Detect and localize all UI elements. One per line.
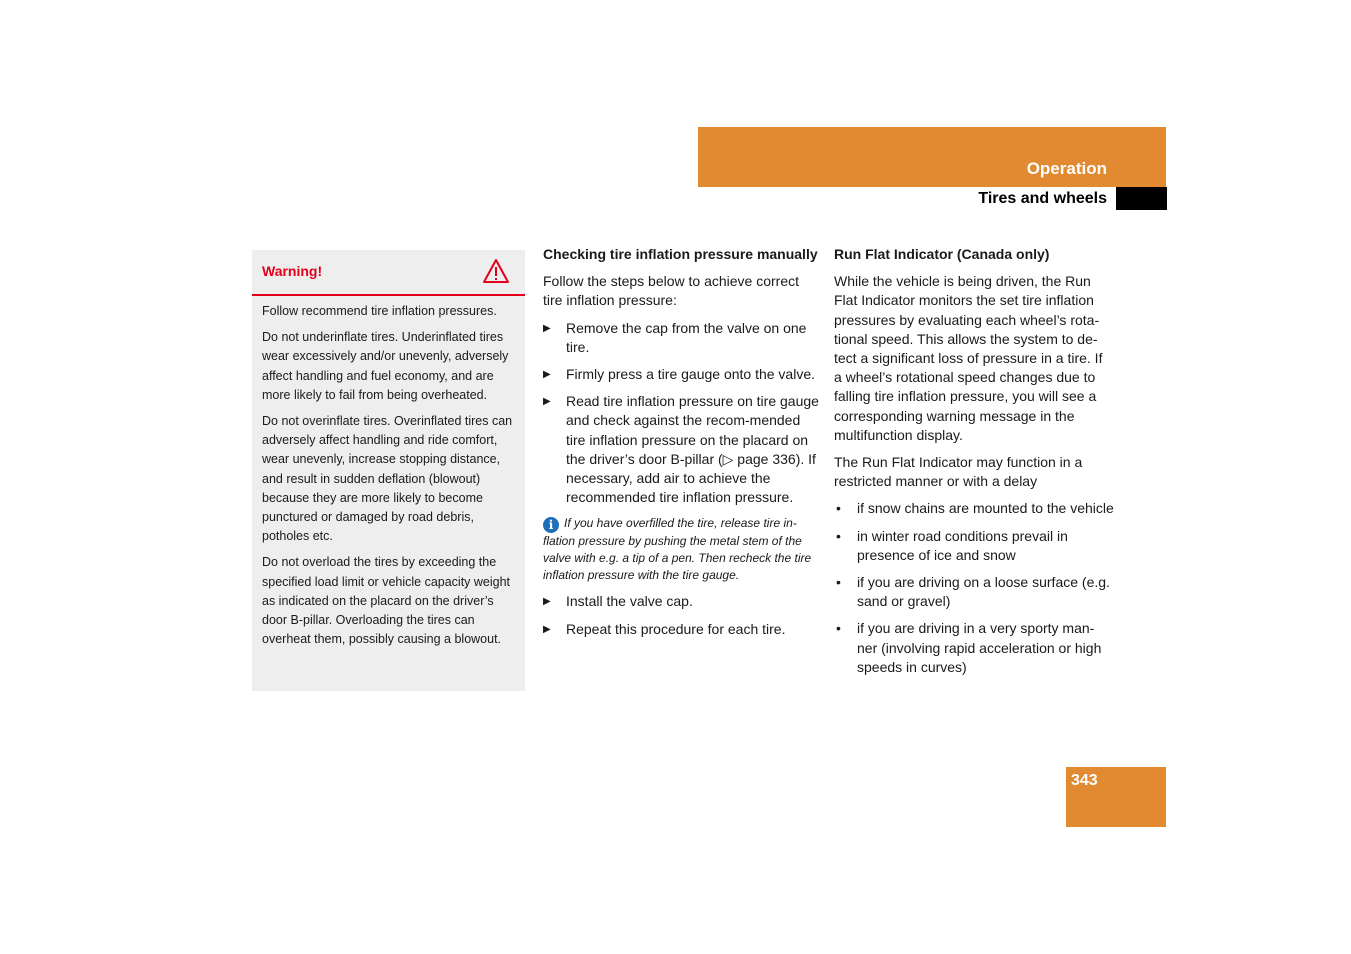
step-text: Repeat this procedure for each tire. bbox=[566, 620, 786, 637]
bullet-text: if snow chains are mounted to the vehicle bbox=[857, 500, 1114, 517]
warning-title: Warning! bbox=[262, 263, 323, 279]
step-arrow-icon: ▶ bbox=[543, 322, 551, 334]
step-text: Firmly press a tire gauge onto the valve. bbox=[566, 366, 816, 383]
step-item bbox=[543, 592, 820, 611]
run-flat-paragraph: While the vehicle is being driven, the Run Flat Indicator monitors the set tire inflation pressures by evaluating each wheel’s rota-tional speed. This allows the system to de-tect a significant loss of pressure in a tire. If a wheel’s rotational speed changes due to falling tire inflation pressure, you will see a corresponding warning message in the multifunction display. bbox=[834, 273, 1103, 443]
bullet-text: in winter road conditions prevail in presence of ice and snow bbox=[857, 527, 1068, 563]
step-text: Remove the cap from the valve on one tire. bbox=[566, 319, 807, 355]
step-item bbox=[543, 392, 820, 507]
manual-check-column bbox=[543, 245, 820, 647]
warning-triangle-icon bbox=[482, 258, 510, 284]
section-title: Operation bbox=[1026, 159, 1107, 178]
step-item bbox=[543, 319, 820, 357]
warning-paragraph: Do not overinflate tires. Overinflated tires can adversely affect handling and ride comfort, wear unevenly, increase stopping distance, and result in sudden deflation (blowout) because they are more likely to become punctured or damaged by road debris, potholes etc. bbox=[262, 414, 513, 544]
warning-body bbox=[252, 296, 525, 649]
page-number: 343 bbox=[1071, 772, 1098, 789]
run-flat-heading: Run Flat Indicator (Canada only) bbox=[834, 246, 1050, 262]
step-item bbox=[543, 620, 820, 639]
bullet-dot: • bbox=[836, 500, 841, 517]
step-item bbox=[543, 365, 820, 384]
bullet-dot: • bbox=[836, 527, 841, 544]
bullet-item bbox=[834, 573, 1114, 611]
subsection-title: Tires and wheels bbox=[978, 190, 1107, 207]
run-flat-paragraph: The Run Flat Indicator may function in a restricted manner or with a delay bbox=[834, 454, 1083, 490]
bullet-dot: • bbox=[836, 620, 841, 637]
info-icon: i bbox=[543, 517, 559, 533]
warning-paragraph: Do not underinflate tires. Underinflated tires wear excessively and/or unevenly, adversely affect handling and fuel economy, and are more likely to fail from being overheated. bbox=[262, 330, 509, 402]
step-arrow-icon: ▶ bbox=[543, 623, 551, 635]
section-tab-marker bbox=[1116, 187, 1167, 210]
info-note bbox=[543, 515, 820, 584]
bullet-dot: • bbox=[836, 574, 841, 591]
manual-check-intro: Follow the steps below to achieve correct tire inflation pressure: bbox=[543, 273, 800, 309]
warning-box bbox=[252, 250, 525, 691]
step-arrow-icon: ▶ bbox=[543, 369, 551, 381]
info-note-text: If you have overfilled the tire, release tire in-flation pressure by pushing the metal stem of the valve with e.g. a tip of a pen. Then recheck the tire inflation pressure with the tire gauge. bbox=[543, 516, 812, 583]
step-text: Install the valve cap. bbox=[566, 593, 693, 610]
bullet-text: if you are driving on a loose surface (e.g. sand or gravel) bbox=[857, 574, 1110, 610]
warning-header bbox=[252, 250, 525, 296]
step-arrow-icon: ▶ bbox=[543, 396, 551, 408]
bullet-text: if you are driving in a very sporty man-ner (involving rapid acceleration or high speeds in curves) bbox=[857, 620, 1102, 675]
step-arrow-icon: ▶ bbox=[543, 596, 551, 608]
warning-paragraph: Follow recommend tire inflation pressures. bbox=[262, 304, 497, 318]
manual-check-heading: Checking tire inflation pressure manually bbox=[543, 246, 818, 262]
run-flat-column bbox=[834, 245, 1114, 685]
warning-paragraph: Do not overload the tires by exceeding the specified load limit or vehicle capacity weight as indicated on the placard on the driver’s door B-pillar. Overloading the tires can overheat them, possibly causing a blowout. bbox=[262, 555, 511, 647]
bullet-item bbox=[834, 499, 1114, 518]
bullet-item bbox=[834, 619, 1114, 677]
bullet-item bbox=[834, 527, 1114, 565]
step-text: Read tire inflation pressure on tire gauge and check against the recom-mended tire inflation pressure on the placard on the driver’s door B-pillar (▷ page 336). If necessary, add air to achieve the recommended tire inflation pressure. bbox=[566, 393, 819, 506]
